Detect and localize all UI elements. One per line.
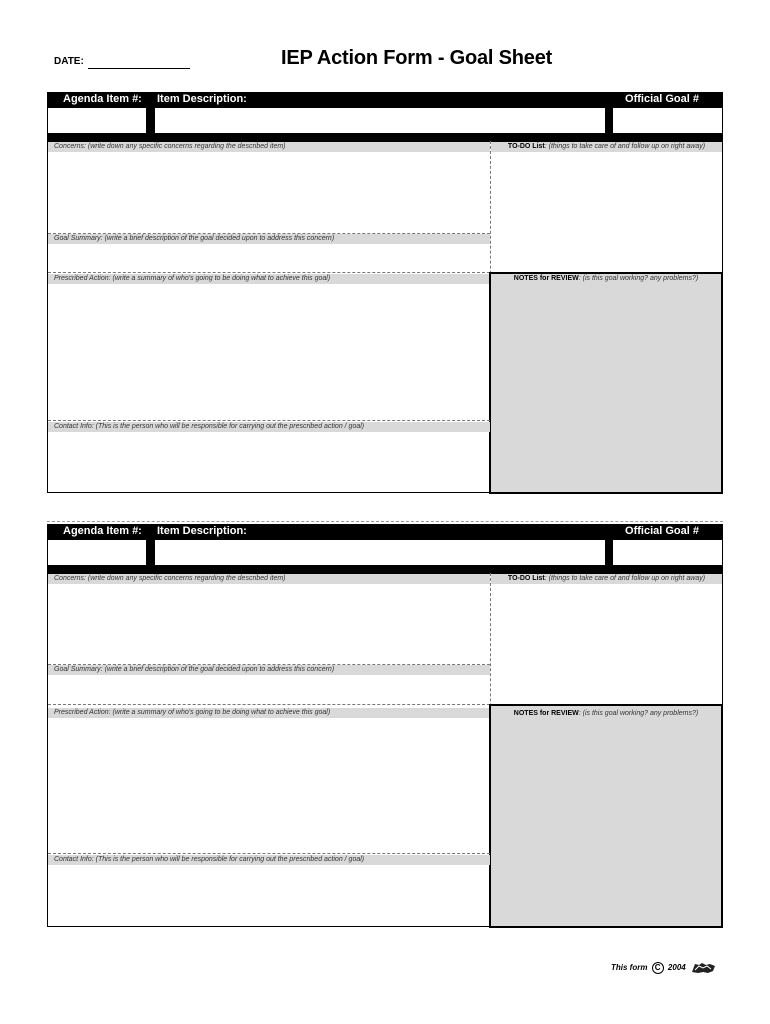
official-goal-label: Official Goal # [625,525,699,537]
item-description-label: Item Description: [157,525,247,537]
agenda-item-label: Agenda Item #: [63,525,142,537]
prescribed-action-label: Prescribed Action: (write a summary of who's going to be doing what to achieve this goal) [48,274,490,284]
footer-text: This form [611,963,648,973]
item-description-input[interactable] [154,539,606,566]
concerns-field[interactable] [48,153,490,233]
copyright-icon: C [652,962,664,974]
date-field[interactable] [88,58,190,69]
notes-review-box[interactable] [489,272,723,494]
official-goal-input[interactable] [612,539,723,566]
divider [147,539,154,566]
concerns-label: Concerns: (write down any specific concerns regarding the described item) [48,142,490,152]
todo-label: TO-DO List: (things to take care of and follow up on right away) [491,142,722,152]
official-goal-input[interactable] [612,107,723,134]
prescribed-action-label: Prescribed Action: (write a summary of who's going to be doing what to achieve this goal) [48,708,490,718]
page-title: IEP Action Form - Goal Sheet [281,47,553,69]
contact-info-field[interactable] [48,866,490,926]
section-header-bar [47,92,723,107]
notes-review-label: NOTES for REVIEW: (is this goal working? any problems?) [513,275,699,282]
item-description-input[interactable] [154,107,606,134]
agenda-item-label: Agenda Item #: [63,93,142,105]
agenda-item-input[interactable] [47,107,147,134]
divider [48,853,490,854]
contact-info-field[interactable] [48,433,490,492]
official-goal-label: Official Goal # [625,93,699,105]
goal-summary-field[interactable] [48,245,490,272]
divider [47,521,723,522]
todo-label: TO-DO List: (things to take care of and follow up on right away) [491,574,722,584]
concerns-field[interactable] [48,585,490,664]
brand-logo-icon [691,962,717,974]
agenda-item-input[interactable] [47,539,147,566]
divider [147,107,154,134]
footer-year: 2004 [667,963,686,973]
contact-info-label: Contact Info: (This is the person who will be responsible for carrying out the prescribed action / goal) [48,855,490,865]
goal-summary-label: Goal Summary: (write a brief description of the goal decided upon to address this concern) [48,234,490,244]
todo-field[interactable] [491,585,722,704]
date-label: DATE: [54,56,84,67]
divider-bar [47,134,723,141]
notes-review-label: NOTES for REVIEW: (is this goal working? any problems?) [513,710,699,717]
prescribed-action-field[interactable] [48,285,490,420]
divider-bar [47,566,723,573]
divider [48,420,490,421]
copyright-footer [611,962,717,974]
item-description-label: Item Description: [157,93,247,105]
todo-field[interactable] [491,153,722,272]
prescribed-action-field[interactable] [48,719,490,853]
goal-summary-field[interactable] [48,676,490,704]
concerns-label: Concerns: (write down any specific concerns regarding the described item) [48,574,490,584]
goal-summary-label: Goal Summary: (write a brief description of the goal decided upon to address this concern) [48,665,490,675]
notes-review-box[interactable] [489,704,723,928]
section-header-bar [47,524,723,539]
divider [48,704,490,705]
divider [48,272,490,273]
contact-info-label: Contact Info: (This is the person who will be responsible for carrying out the prescribed action / goal) [48,422,490,432]
